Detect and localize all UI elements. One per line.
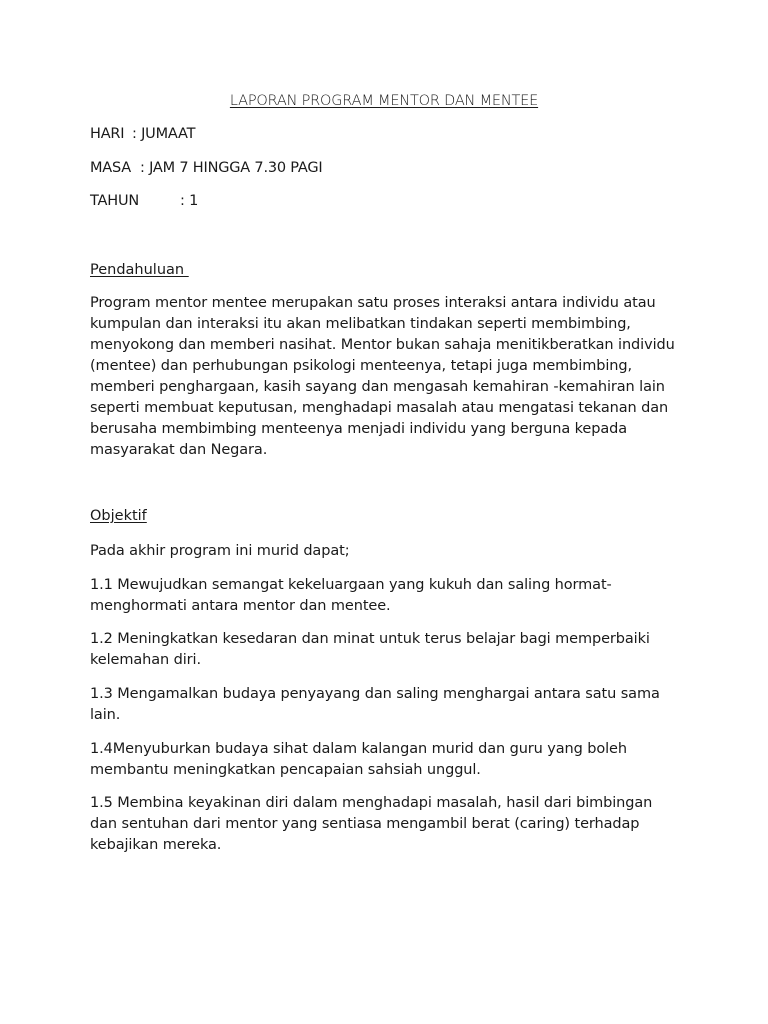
objektif-heading: Objektif: [90, 508, 147, 524]
objektif-item: 1.5 Membina keyakinan diri dalam menghadapi masalah, hasil dari bimbingan dan sentuhan dari mentor yang sentiasa mengambil berat (caring) terhadap kebajikan mereka.: [90, 795, 653, 853]
objektif-item: 1.3 Mengamalkan budaya penyayang dan saling menghargai antara satu sama lain.: [90, 686, 660, 723]
pendahuluan-heading: Pendahuluan: [90, 262, 189, 278]
meta-masa-value: : JAM 7 HINGGA 7.30 PAGI: [140, 160, 323, 176]
pendahuluan-paragraph: Program mentor mentee merupakan satu proses interaksi antara individu atau kumpulan dan interaksi itu akan melibatkan tindakan seperti membimbing, menyokong dan memberi nasihat. Mentor bukan sahaja menitikberatkan individu (mentee) dan perhubungan psikologi menteenya, tetapi juga membimbing, memberi penghargaan, kasih sayang dan mengasah kemahiran -kemahiran lain seperti membuat keputusan, menghadapi masalah atau mengatasi tekanan dan berusaha membimbing menteenya menjadi individu yang berguna kepada masyarakat dan Negara.: [90, 295, 675, 458]
meta-tahun-line: [90, 193, 198, 209]
meta-hari-value: : JUMAAT: [132, 126, 196, 142]
objektif-lead-text: Pada akhir program ini murid dapat;: [90, 543, 350, 559]
report-title: LAPORAN PROGRAM MENTOR DAN MENTEE: [229, 93, 539, 109]
meta-hari-label: HARI: [90, 126, 125, 142]
meta-hari-line: [90, 126, 195, 142]
meta-tahun-label: TAHUN: [90, 193, 140, 209]
meta-tahun-value: : 1: [180, 193, 199, 209]
meta-masa-line: [90, 160, 323, 176]
meta-masa-label: MASA: [90, 160, 132, 176]
objektif-item: 1.2 Meningkatkan kesedaran dan minat untuk terus belajar bagi memperbaiki kelemahan diri.: [90, 631, 650, 668]
objektif-item: 1.1 Mewujudkan semangat kekeluargaan yang kukuh dan saling hormat-menghormati antara mentor dan mentee.: [90, 577, 612, 614]
objektif-item: 1.4Menyuburkan budaya sihat dalam kalangan murid dan guru yang boleh membantu meningkatkan pencapaian sahsiah unggul.: [90, 741, 627, 778]
